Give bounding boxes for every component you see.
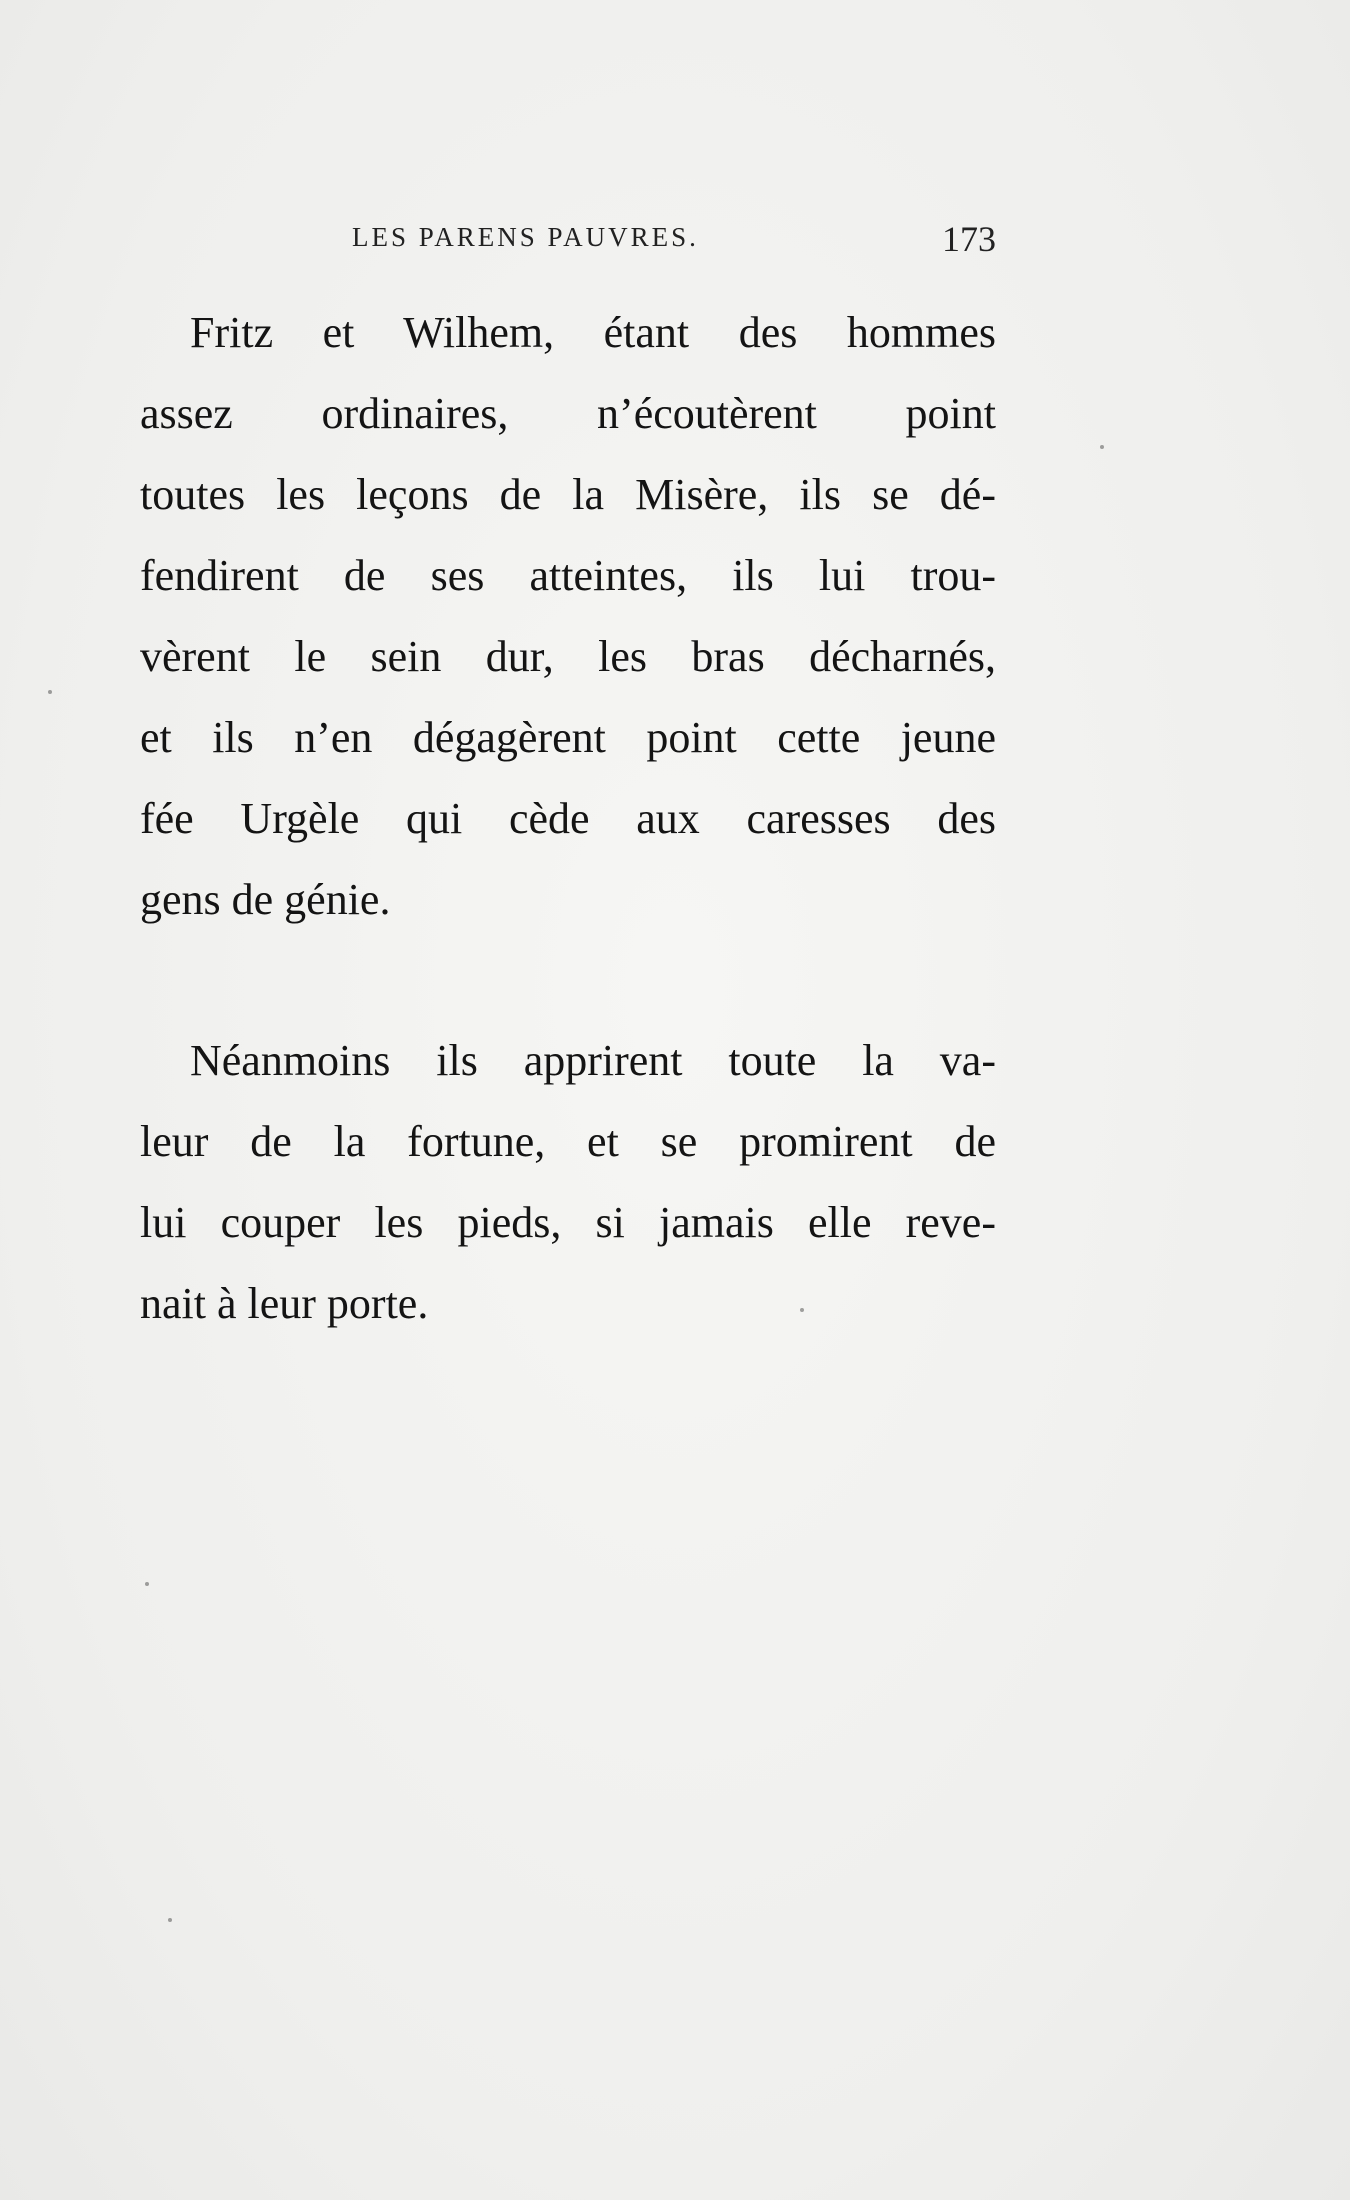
text-line: nait à leur porte.	[140, 1279, 429, 1328]
body-text	[140, 292, 996, 1344]
paper-speck	[48, 690, 52, 694]
text-line: Fritz et Wilhem, étant des hommes	[190, 308, 996, 357]
text-line: toutes les leçons de la Misère, ils se dé-	[140, 470, 996, 519]
text-line: lui couper les pieds, si jamais elle reve-	[140, 1198, 996, 1247]
text-line: vèrent le sein dur, les bras décharnés,	[140, 632, 996, 681]
text-line: assez ordinaires, n’écoutèrent point	[140, 389, 996, 438]
page-header	[140, 219, 996, 262]
running-title: LES PARENS PAUVRES.	[352, 222, 699, 252]
paragraph	[140, 292, 996, 940]
paper-speck	[800, 1308, 804, 1312]
text-line: fée Urgèle qui cède aux caresses des	[140, 794, 996, 843]
paper-speck	[168, 1918, 172, 1922]
paragraph	[140, 1020, 996, 1344]
paragraph-spacing	[140, 940, 996, 1020]
text-line: gens de génie.	[140, 875, 391, 924]
text-line: leur de la fortune, et se promirent de	[140, 1117, 996, 1166]
text-line: Néanmoins ils apprirent toute la va-	[190, 1036, 996, 1085]
paper-speck	[145, 1582, 149, 1586]
text-line: et ils n’en dégagèrent point cette jeune	[140, 713, 996, 762]
paper-speck	[1100, 445, 1104, 449]
text-line: fendirent de ses atteintes, ils lui trou-	[140, 551, 996, 600]
page-number: 173	[942, 219, 996, 259]
